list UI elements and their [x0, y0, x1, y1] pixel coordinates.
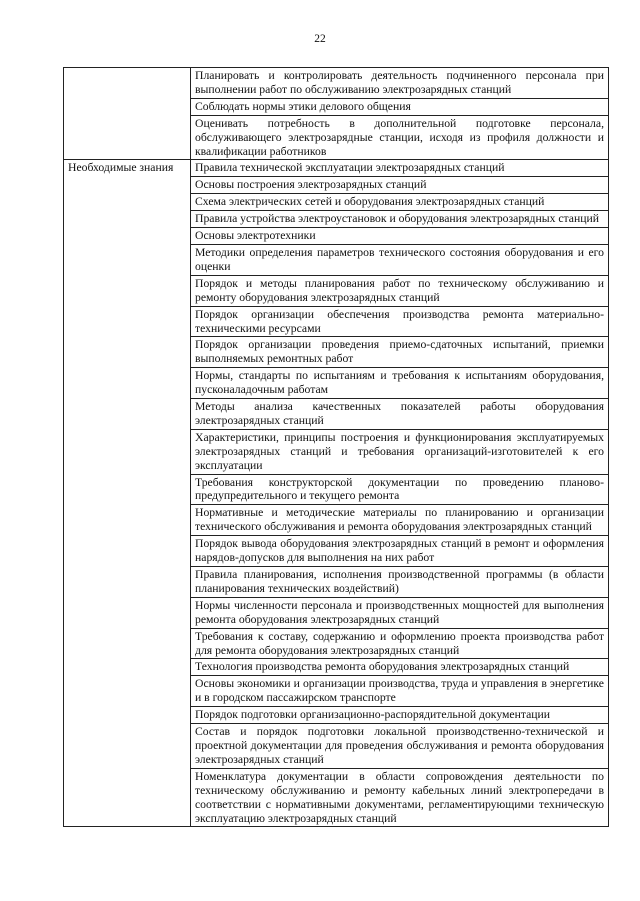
knowledge-item: Правила планирования, исполнения производственной программы (в области планирования технических воздействий) [191, 567, 609, 598]
knowledge-item: Порядок организации обеспечения производства ремонта материально-техническими ресурсами [191, 306, 609, 337]
skills-label-cell [64, 68, 191, 160]
knowledge-item: Технология производства ремонта оборудования электрозарядных станций [191, 659, 609, 676]
skills-row [64, 68, 609, 99]
page-number: 22 [314, 33, 326, 45]
knowledge-item: Основы экономики и организации производства, труда и управления в энергетике и в городском пассажирском транспорте [191, 676, 609, 707]
knowledge-item: Нормы, стандарты по испытаниям и требования к испытаниям оборудования, пусконаладочным работам [191, 368, 609, 399]
knowledge-item: Правила технической эксплуатации электрозарядных станций [191, 160, 609, 177]
knowledge-label-cell: Необходимые знания [64, 160, 191, 827]
knowledge-item: Порядок вывода оборудования электрозарядных станций в ремонт и оформления нарядов-допусков для выполнения на них работ [191, 536, 609, 567]
knowledge-item: Требования конструкторской документации по проведению планово-предупредительного и текущего ремонта [191, 474, 609, 505]
requirements-table-body [64, 68, 609, 827]
skills-item: Соблюдать нормы этики делового общения [191, 98, 609, 115]
skills-item: Оценивать потребность в дополнительной подготовке персонала, обслуживающего электрозарядные станции, исходя из профиля должности и квалификации работников [191, 115, 609, 160]
knowledge-item: Порядок организации проведения приемо-сдаточных испытаний, приемки выполняемых ремонтных работ [191, 337, 609, 368]
skills-item: Планировать и контролировать деятельность подчиненного персонала при выполнении работ по обслуживанию электрозарядных станций [191, 68, 609, 99]
knowledge-item: Основы построения электрозарядных станций [191, 177, 609, 194]
knowledge-row [64, 160, 609, 177]
knowledge-item: Правила устройства электроустановок и оборудования электрозарядных станций [191, 211, 609, 228]
knowledge-item: Номенклатура документации в области сопровождения деятельности по техническому обслуживанию и ремонту кабельных линий электропередачи в соответствии с нормативными документами, регламентирующими техническую эксплуатацию электрозарядных станций [191, 768, 609, 827]
knowledge-item: Нормативные и методические материалы по планированию и организации технического обслуживания и ремонта оборудования электрозарядных станций [191, 505, 609, 536]
knowledge-item: Порядок подготовки организационно-распорядительной документации [191, 707, 609, 724]
knowledge-item: Характеристики, принципы построения и функционирования эксплуатируемых электрозарядных станций и требования организаций-изготовителей к его эксплуатации [191, 429, 609, 474]
knowledge-item: Порядок и методы планирования работ по техническому обслуживанию и ремонту оборудования электрозарядных станций [191, 275, 609, 306]
knowledge-item: Нормы численности персонала и производственных мощностей для выполнения ремонта оборудования электрозарядных станций [191, 597, 609, 628]
knowledge-item: Требования к составу, содержанию и оформлению проекта производства работ для ремонта оборудования электрозарядных станций [191, 628, 609, 659]
knowledge-item: Методики определения параметров технического состояния оборудования и его оценки [191, 244, 609, 275]
knowledge-item: Состав и порядок подготовки локальной производственно-технической и проектной документации для проведения обслуживания и ремонта оборудования электрозарядных станций [191, 724, 609, 769]
knowledge-item: Основы электротехники [191, 228, 609, 245]
requirements-table [63, 67, 609, 827]
knowledge-item: Методы анализа качественных показателей работы оборудования электрозарядных станций [191, 399, 609, 430]
knowledge-item: Схема электрических сетей и оборудования электрозарядных станций [191, 194, 609, 211]
